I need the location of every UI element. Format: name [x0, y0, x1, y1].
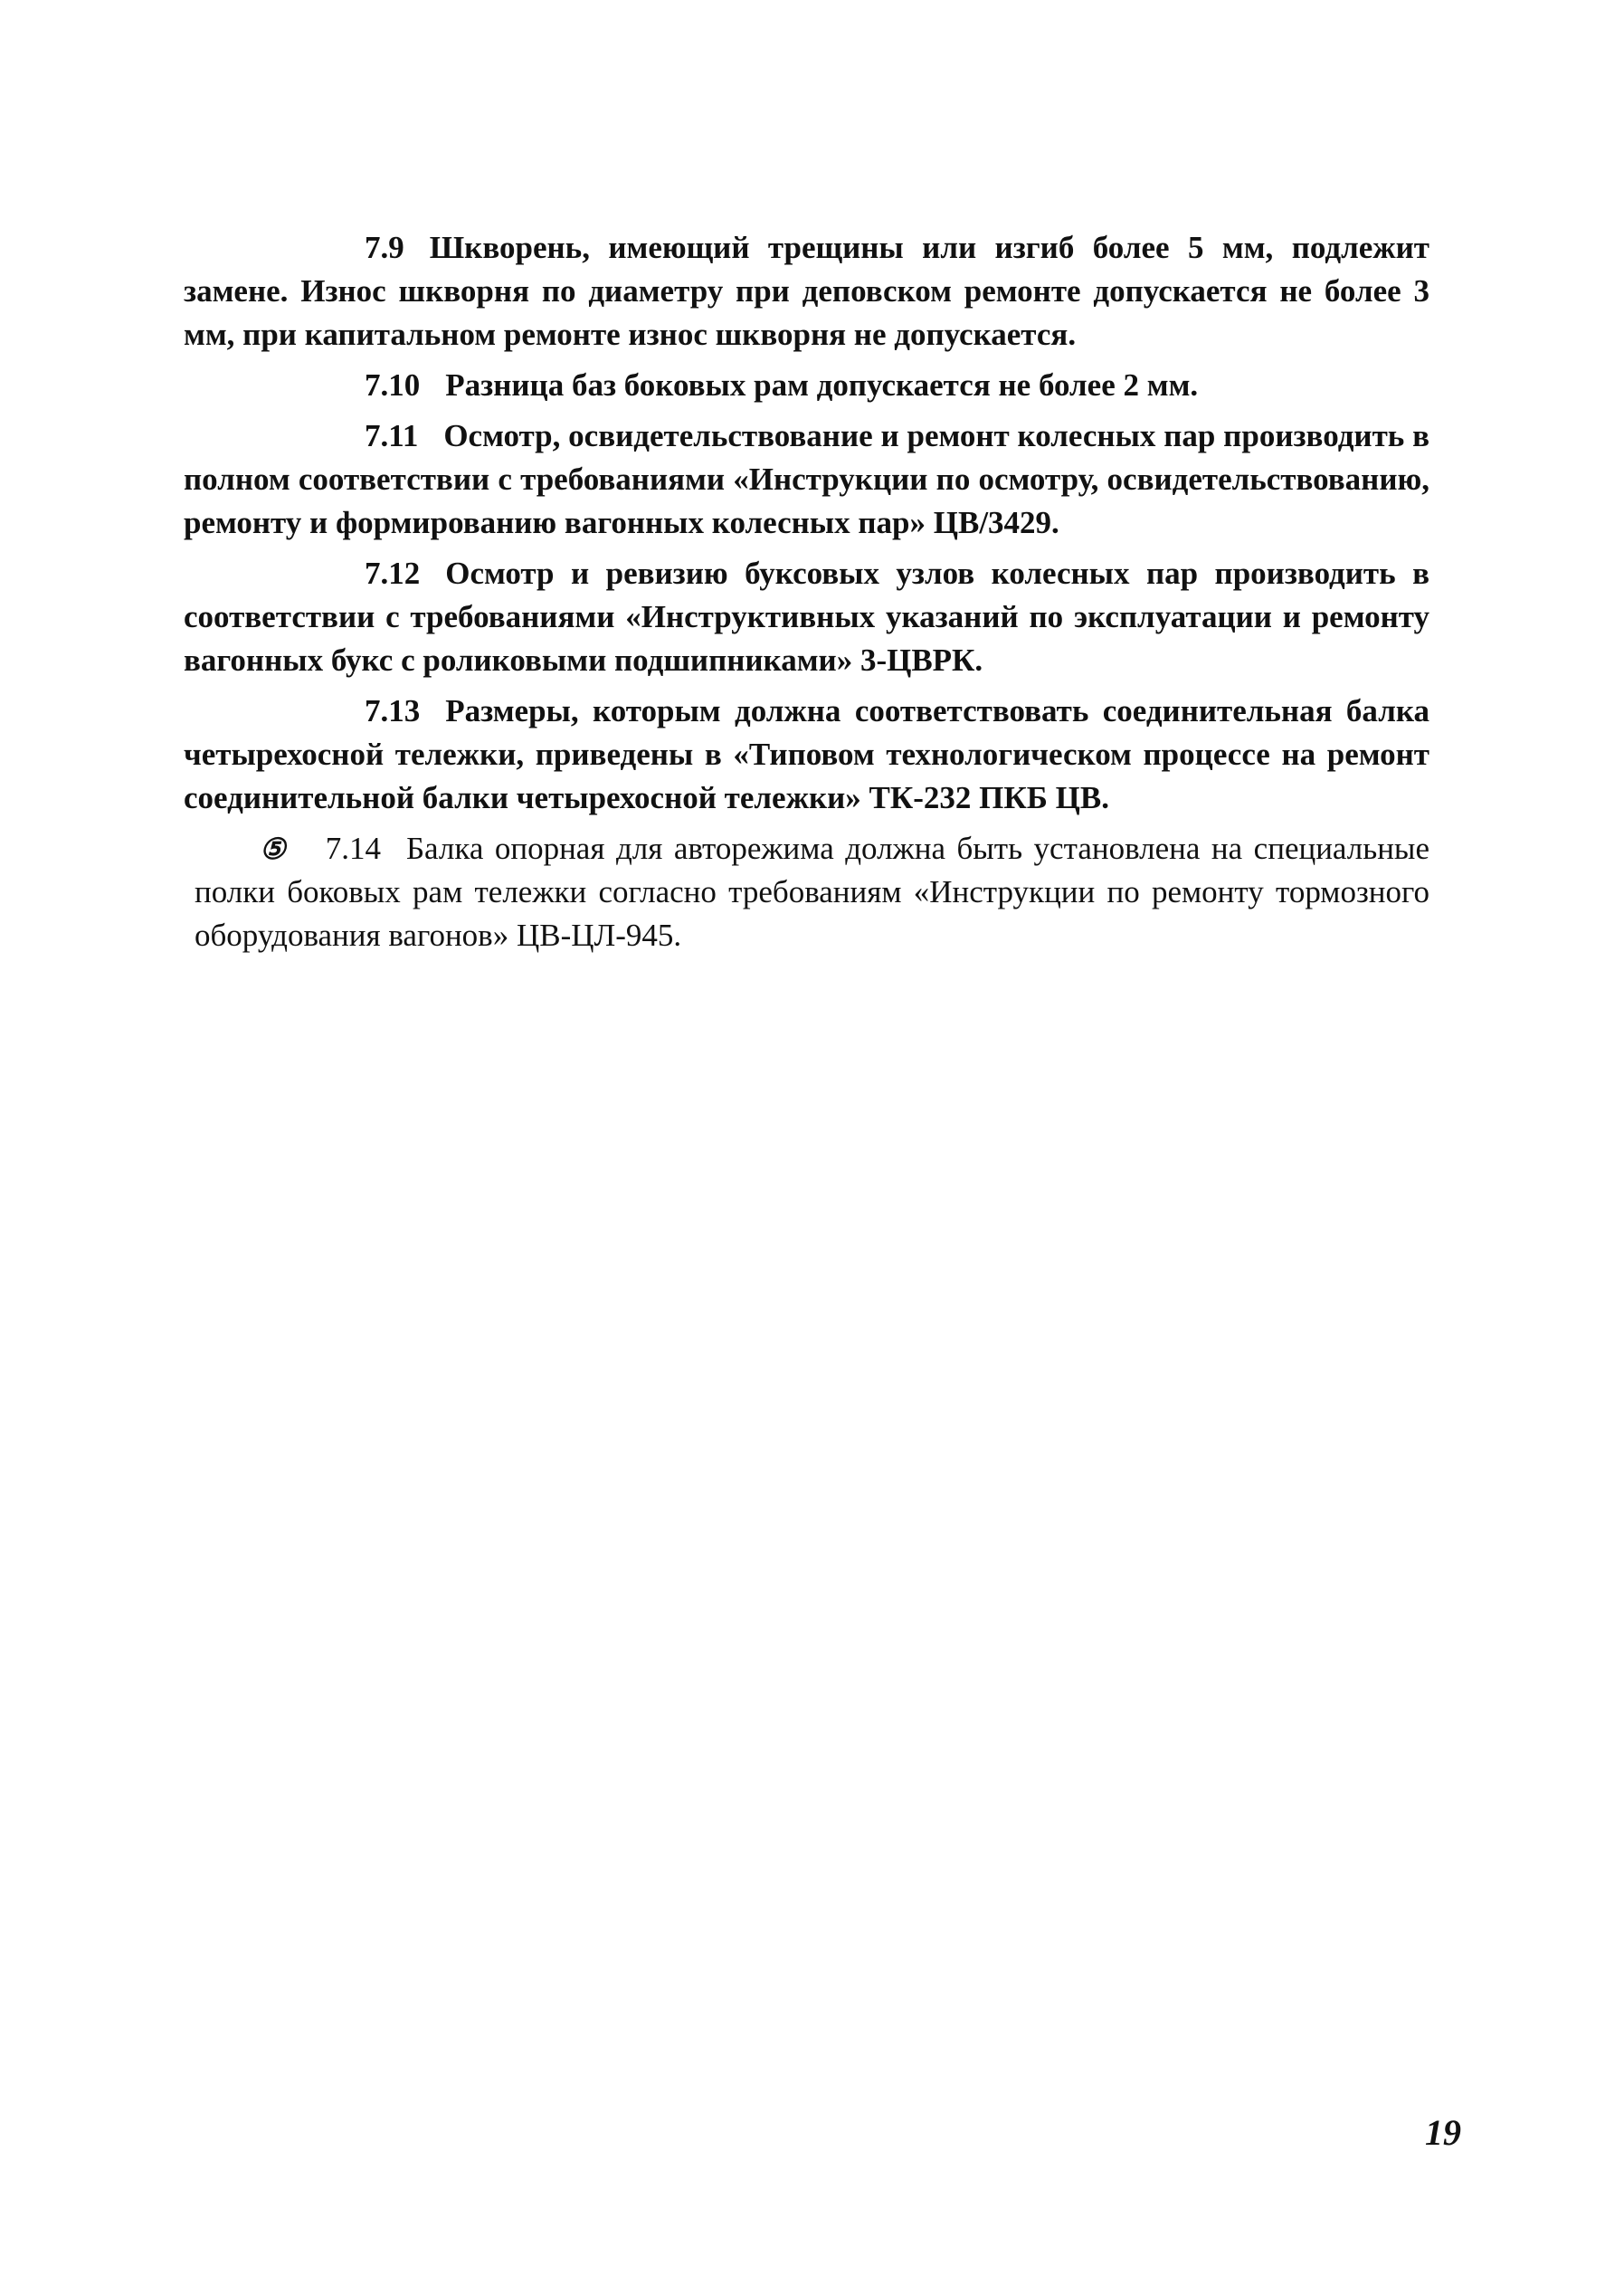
paragraph-text: Балка опорная для авторежима должна быть установлена на специальные полки боковых рам тележки согласно требованиям «Инструкции по ремонту тормозного оборудования вагонов» ЦВ-ЦЛ-945.: [195, 831, 1429, 953]
page-number: 19: [1425, 2112, 1461, 2153]
paragraph-7-12: [184, 552, 1429, 682]
paragraph-text: Разница баз боковых рам допускается не более 2 мм.: [445, 367, 1199, 403]
paragraph-number: 7.14: [325, 831, 381, 866]
paragraph-text: Осмотр и ревизию буксовых узлов колесных пар производить в соответствии с требованиями «Инструктивных указаний по эксплуатации и ремонту вагонных букс с роликовыми подшипниками» 3-ЦВРК.: [184, 556, 1429, 678]
paragraph-7-13: [184, 690, 1429, 820]
paragraph-text: Осмотр, освидетельствование и ремонт колесных пар производить в полном соответствии с требованиями «Инструкции по осмотру, освидетельствованию, ремонту и формированию вагонных колесных пар» ЦВ/3429.: [184, 418, 1429, 540]
paragraph-number: 7.9: [365, 230, 404, 265]
document-body: [184, 226, 1429, 965]
paragraph-7-11: [184, 414, 1429, 545]
paragraph-7-14: [184, 827, 1429, 957]
paragraph-number: 7.13: [365, 693, 421, 728]
paragraph-text: Размеры, которым должна соответствовать соединительная балка четырехосной тележки, приведены в «Типовом технологическом процессе на ремонт соединительной балки четырехосной тележки» ТК-232 ПКБ ЦВ.: [184, 693, 1429, 815]
paragraph-number: 7.10: [365, 367, 421, 403]
paragraph-7-10: [184, 364, 1429, 407]
revision-mark: ⑤: [260, 833, 286, 865]
paragraph-number: 7.12: [365, 556, 421, 591]
paragraph-text: Шкворень, имеющий трещины или изгиб более 5 мм, подлежит замене. Износ шкворня по диаметру при деповском ремонте допускается не более 3 мм, при капитальном ремонте износ шкворня не допускается.: [184, 230, 1429, 352]
paragraph-number: 7.11: [365, 418, 419, 453]
paragraph-7-9: [184, 226, 1429, 357]
